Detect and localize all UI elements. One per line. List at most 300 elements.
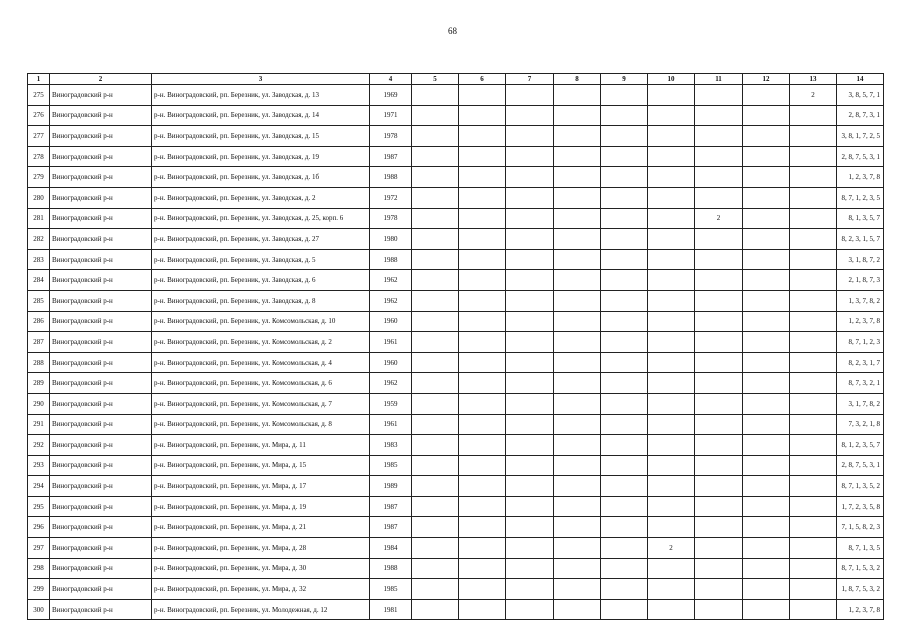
cell-col-7 bbox=[506, 229, 554, 250]
cell-col-6 bbox=[459, 435, 506, 456]
cell-district: Виноградовский р-н bbox=[50, 599, 152, 620]
cell-col-5 bbox=[412, 187, 459, 208]
cell-row-number: 275 bbox=[28, 85, 50, 106]
cell-address: р-н. Виноградовский, рп. Березник, ул. Заводская, д. 6 bbox=[152, 270, 370, 291]
cell-row-number: 284 bbox=[28, 270, 50, 291]
cell-col-7 bbox=[506, 579, 554, 600]
cell-col-7 bbox=[506, 105, 554, 126]
cell-col-13 bbox=[790, 311, 837, 332]
cell-col-13 bbox=[790, 290, 837, 311]
table-row bbox=[28, 146, 884, 167]
cell-year: 1980 bbox=[370, 229, 412, 250]
cell-address: р-н. Виноградовский, рп. Березник, ул. Заводская, д. 2 bbox=[152, 187, 370, 208]
cell-col-12 bbox=[743, 85, 790, 106]
cell-col-9 bbox=[601, 599, 648, 620]
cell-district: Виноградовский р-н bbox=[50, 558, 152, 579]
table-row bbox=[28, 311, 884, 332]
cell-year: 1972 bbox=[370, 187, 412, 208]
table-row bbox=[28, 270, 884, 291]
cell-col-9 bbox=[601, 496, 648, 517]
table-row bbox=[28, 85, 884, 106]
cell-col-7 bbox=[506, 476, 554, 497]
table-row bbox=[28, 599, 884, 620]
cell-year: 1978 bbox=[370, 208, 412, 229]
cell-col-9 bbox=[601, 229, 648, 250]
cell-col-6 bbox=[459, 352, 506, 373]
cell-address: р-н. Виноградовский, рп. Березник, ул. Заводская, д. 1б bbox=[152, 167, 370, 188]
table-body bbox=[28, 85, 884, 620]
cell-col-8 bbox=[554, 455, 601, 476]
cell-col-11 bbox=[695, 311, 743, 332]
cell-col-14: 3, 8, 5, 7, 1 bbox=[837, 85, 884, 106]
cell-col-10 bbox=[648, 229, 695, 250]
cell-col-7 bbox=[506, 332, 554, 353]
table-row bbox=[28, 187, 884, 208]
cell-col-14: 1, 7, 2, 3, 5, 8 bbox=[837, 496, 884, 517]
cell-col-12 bbox=[743, 146, 790, 167]
cell-col-13 bbox=[790, 558, 837, 579]
cell-col-5 bbox=[412, 126, 459, 147]
column-header-2: 2 bbox=[50, 74, 152, 85]
cell-address: р-н. Виноградовский, рп. Березник, ул. Мира, д. 21 bbox=[152, 517, 370, 538]
cell-col-8 bbox=[554, 332, 601, 353]
cell-col-6 bbox=[459, 414, 506, 435]
column-header-9: 9 bbox=[601, 74, 648, 85]
cell-col-13 bbox=[790, 476, 837, 497]
cell-col-14: 2, 8, 7, 3, 1 bbox=[837, 105, 884, 126]
cell-col-9 bbox=[601, 187, 648, 208]
table-row bbox=[28, 126, 884, 147]
cell-col-8 bbox=[554, 249, 601, 270]
cell-col-14: 3, 1, 7, 8, 2 bbox=[837, 393, 884, 414]
cell-col-5 bbox=[412, 290, 459, 311]
column-header-10: 10 bbox=[648, 74, 695, 85]
cell-col-11 bbox=[695, 435, 743, 456]
cell-col-9 bbox=[601, 517, 648, 538]
cell-col-7 bbox=[506, 496, 554, 517]
cell-col-14: 7, 1, 5, 8, 2, 3 bbox=[837, 517, 884, 538]
cell-col-8 bbox=[554, 105, 601, 126]
cell-col-6 bbox=[459, 126, 506, 147]
cell-col-7 bbox=[506, 85, 554, 106]
cell-col-7 bbox=[506, 270, 554, 291]
cell-col-8 bbox=[554, 476, 601, 497]
cell-col-10 bbox=[648, 352, 695, 373]
cell-col-13 bbox=[790, 352, 837, 373]
cell-col-12 bbox=[743, 496, 790, 517]
cell-col-10 bbox=[648, 208, 695, 229]
cell-col-6 bbox=[459, 476, 506, 497]
cell-col-11 bbox=[695, 249, 743, 270]
register-table bbox=[27, 73, 884, 620]
cell-year: 1961 bbox=[370, 332, 412, 353]
cell-address: р-н. Виноградовский, рп. Березник, ул. Комсомольская, д. 4 bbox=[152, 352, 370, 373]
column-header-13: 13 bbox=[790, 74, 837, 85]
cell-col-7 bbox=[506, 599, 554, 620]
cell-col-14: 8, 1, 3, 5, 7 bbox=[837, 208, 884, 229]
cell-col-6 bbox=[459, 311, 506, 332]
cell-col-7 bbox=[506, 517, 554, 538]
cell-address: р-н. Виноградовский, рп. Березник, ул. Заводская, д. 15 bbox=[152, 126, 370, 147]
cell-col-14: 1, 2, 3, 7, 8 bbox=[837, 599, 884, 620]
cell-col-5 bbox=[412, 496, 459, 517]
table-row bbox=[28, 229, 884, 250]
cell-col-6 bbox=[459, 249, 506, 270]
cell-col-6 bbox=[459, 517, 506, 538]
cell-row-number: 289 bbox=[28, 373, 50, 394]
cell-col-12 bbox=[743, 187, 790, 208]
cell-col-10 bbox=[648, 476, 695, 497]
cell-row-number: 288 bbox=[28, 352, 50, 373]
cell-col-8 bbox=[554, 311, 601, 332]
cell-year: 1985 bbox=[370, 455, 412, 476]
cell-row-number: 287 bbox=[28, 332, 50, 353]
cell-col-8 bbox=[554, 167, 601, 188]
table-header bbox=[28, 74, 884, 85]
column-header-12: 12 bbox=[743, 74, 790, 85]
cell-district: Виноградовский р-н bbox=[50, 476, 152, 497]
cell-col-6 bbox=[459, 496, 506, 517]
cell-col-9 bbox=[601, 352, 648, 373]
cell-col-5 bbox=[412, 146, 459, 167]
cell-district: Виноградовский р-н bbox=[50, 455, 152, 476]
cell-col-13 bbox=[790, 270, 837, 291]
cell-col-5 bbox=[412, 249, 459, 270]
cell-row-number: 297 bbox=[28, 538, 50, 559]
cell-col-14: 8, 7, 1, 3, 5 bbox=[837, 538, 884, 559]
table-row bbox=[28, 249, 884, 270]
cell-col-10 bbox=[648, 249, 695, 270]
table-row bbox=[28, 558, 884, 579]
cell-col-12 bbox=[743, 538, 790, 559]
cell-col-13 bbox=[790, 105, 837, 126]
cell-address: р-н. Виноградовский, рп. Березник, ул. Заводская, д. 8 bbox=[152, 290, 370, 311]
cell-row-number: 279 bbox=[28, 167, 50, 188]
cell-col-14: 2, 8, 7, 5, 3, 1 bbox=[837, 455, 884, 476]
cell-col-10 bbox=[648, 146, 695, 167]
cell-col-10 bbox=[648, 496, 695, 517]
cell-col-5 bbox=[412, 229, 459, 250]
table-row bbox=[28, 476, 884, 497]
cell-col-9 bbox=[601, 393, 648, 414]
column-header-8: 8 bbox=[554, 74, 601, 85]
cell-col-12 bbox=[743, 249, 790, 270]
cell-col-7 bbox=[506, 290, 554, 311]
cell-col-11 bbox=[695, 332, 743, 353]
cell-col-10 bbox=[648, 579, 695, 600]
cell-row-number: 294 bbox=[28, 476, 50, 497]
column-header-11: 11 bbox=[695, 74, 743, 85]
cell-col-7 bbox=[506, 249, 554, 270]
cell-col-13: 2 bbox=[790, 85, 837, 106]
cell-col-11 bbox=[695, 187, 743, 208]
cell-row-number: 282 bbox=[28, 229, 50, 250]
cell-col-14: 1, 2, 3, 7, 8 bbox=[837, 167, 884, 188]
cell-col-7 bbox=[506, 352, 554, 373]
cell-col-5 bbox=[412, 105, 459, 126]
cell-col-9 bbox=[601, 85, 648, 106]
cell-col-7 bbox=[506, 455, 554, 476]
cell-year: 1961 bbox=[370, 414, 412, 435]
cell-col-11 bbox=[695, 229, 743, 250]
cell-row-number: 277 bbox=[28, 126, 50, 147]
cell-col-12 bbox=[743, 517, 790, 538]
cell-col-10 bbox=[648, 126, 695, 147]
cell-col-8 bbox=[554, 558, 601, 579]
table-row bbox=[28, 290, 884, 311]
cell-col-8 bbox=[554, 270, 601, 291]
cell-district: Виноградовский р-н bbox=[50, 517, 152, 538]
cell-col-12 bbox=[743, 599, 790, 620]
cell-district: Виноградовский р-н bbox=[50, 270, 152, 291]
cell-year: 1962 bbox=[370, 373, 412, 394]
cell-year: 1987 bbox=[370, 146, 412, 167]
column-header-3: 3 bbox=[152, 74, 370, 85]
cell-row-number: 295 bbox=[28, 496, 50, 517]
cell-col-10 bbox=[648, 290, 695, 311]
table-row bbox=[28, 105, 884, 126]
cell-row-number: 293 bbox=[28, 455, 50, 476]
cell-address: р-н. Виноградовский, рп. Березник, ул. Заводская, д. 5 bbox=[152, 249, 370, 270]
cell-col-12 bbox=[743, 270, 790, 291]
cell-address: р-н. Виноградовский, рп. Березник, ул. Заводская, д. 25, корп. 6 bbox=[152, 208, 370, 229]
cell-col-11 bbox=[695, 373, 743, 394]
cell-address: р-н. Виноградовский, рп. Березник, ул. Комсомольская, д. 10 bbox=[152, 311, 370, 332]
cell-col-9 bbox=[601, 311, 648, 332]
cell-col-7 bbox=[506, 373, 554, 394]
cell-col-13 bbox=[790, 579, 837, 600]
cell-col-13 bbox=[790, 187, 837, 208]
cell-col-11 bbox=[695, 496, 743, 517]
cell-district: Виноградовский р-н bbox=[50, 435, 152, 456]
cell-district: Виноградовский р-н bbox=[50, 290, 152, 311]
cell-col-7 bbox=[506, 414, 554, 435]
cell-col-14: 3, 1, 8, 7, 2 bbox=[837, 249, 884, 270]
cell-col-10: 2 bbox=[648, 538, 695, 559]
cell-col-12 bbox=[743, 290, 790, 311]
cell-year: 1987 bbox=[370, 496, 412, 517]
cell-col-10 bbox=[648, 558, 695, 579]
cell-col-6 bbox=[459, 393, 506, 414]
column-header-14: 14 bbox=[837, 74, 884, 85]
cell-district: Виноградовский р-н bbox=[50, 187, 152, 208]
cell-address: р-н. Виноградовский, рп. Березник, ул. Комсомольская, д. 2 bbox=[152, 332, 370, 353]
cell-col-5 bbox=[412, 476, 459, 497]
cell-address: р-н. Виноградовский, рп. Березник, ул. Комсомольская, д. 6 bbox=[152, 373, 370, 394]
cell-year: 1988 bbox=[370, 167, 412, 188]
cell-col-8 bbox=[554, 373, 601, 394]
cell-district: Виноградовский р-н bbox=[50, 579, 152, 600]
cell-col-10 bbox=[648, 455, 695, 476]
cell-col-12 bbox=[743, 311, 790, 332]
cell-col-14: 1, 2, 3, 7, 8 bbox=[837, 311, 884, 332]
cell-col-8 bbox=[554, 414, 601, 435]
cell-col-8 bbox=[554, 85, 601, 106]
cell-col-8 bbox=[554, 517, 601, 538]
cell-col-9 bbox=[601, 558, 648, 579]
cell-col-5 bbox=[412, 455, 459, 476]
cell-address: р-н. Виноградовский, рп. Березник, ул. Мира, д. 30 bbox=[152, 558, 370, 579]
cell-col-14: 3, 8, 1, 7, 2, 5 bbox=[837, 126, 884, 147]
cell-col-12 bbox=[743, 105, 790, 126]
cell-address: р-н. Виноградовский, рп. Березник, ул. Мира, д. 17 bbox=[152, 476, 370, 497]
cell-col-11 bbox=[695, 290, 743, 311]
cell-col-9 bbox=[601, 538, 648, 559]
cell-year: 1984 bbox=[370, 538, 412, 559]
cell-col-11 bbox=[695, 455, 743, 476]
cell-col-5 bbox=[412, 373, 459, 394]
cell-col-5 bbox=[412, 558, 459, 579]
cell-district: Виноградовский р-н bbox=[50, 373, 152, 394]
cell-col-10 bbox=[648, 105, 695, 126]
cell-col-10 bbox=[648, 85, 695, 106]
cell-col-10 bbox=[648, 332, 695, 353]
cell-year: 1988 bbox=[370, 249, 412, 270]
column-header-7: 7 bbox=[506, 74, 554, 85]
cell-col-9 bbox=[601, 167, 648, 188]
cell-col-9 bbox=[601, 476, 648, 497]
cell-district: Виноградовский р-н bbox=[50, 105, 152, 126]
cell-col-11 bbox=[695, 476, 743, 497]
cell-year: 1983 bbox=[370, 435, 412, 456]
cell-row-number: 286 bbox=[28, 311, 50, 332]
cell-col-14: 8, 7, 1, 2, 3 bbox=[837, 332, 884, 353]
cell-col-6 bbox=[459, 187, 506, 208]
cell-col-9 bbox=[601, 208, 648, 229]
cell-col-6 bbox=[459, 270, 506, 291]
column-header-1: 1 bbox=[28, 74, 50, 85]
cell-row-number: 285 bbox=[28, 290, 50, 311]
cell-col-7 bbox=[506, 167, 554, 188]
cell-col-12 bbox=[743, 414, 790, 435]
cell-year: 1962 bbox=[370, 290, 412, 311]
cell-col-14: 8, 2, 3, 1, 5, 7 bbox=[837, 229, 884, 250]
cell-col-13 bbox=[790, 414, 837, 435]
cell-col-8 bbox=[554, 126, 601, 147]
cell-year: 1969 bbox=[370, 85, 412, 106]
cell-col-13 bbox=[790, 496, 837, 517]
cell-col-9 bbox=[601, 270, 648, 291]
table-row bbox=[28, 414, 884, 435]
cell-col-9 bbox=[601, 146, 648, 167]
cell-year: 1981 bbox=[370, 599, 412, 620]
cell-year: 1962 bbox=[370, 270, 412, 291]
cell-col-13 bbox=[790, 517, 837, 538]
cell-col-14: 8, 1, 2, 3, 5, 7 bbox=[837, 435, 884, 456]
cell-col-6 bbox=[459, 167, 506, 188]
cell-col-12 bbox=[743, 167, 790, 188]
cell-address: р-н. Виноградовский, рп. Березник, ул. Молодежная, д. 12 bbox=[152, 599, 370, 620]
cell-col-9 bbox=[601, 332, 648, 353]
cell-col-11 bbox=[695, 352, 743, 373]
table-row bbox=[28, 167, 884, 188]
cell-row-number: 292 bbox=[28, 435, 50, 456]
cell-col-5 bbox=[412, 270, 459, 291]
cell-col-9 bbox=[601, 105, 648, 126]
cell-col-12 bbox=[743, 332, 790, 353]
cell-col-5 bbox=[412, 538, 459, 559]
column-header-4: 4 bbox=[370, 74, 412, 85]
cell-col-11 bbox=[695, 558, 743, 579]
cell-district: Виноградовский р-н bbox=[50, 496, 152, 517]
cell-col-9 bbox=[601, 579, 648, 600]
cell-col-13 bbox=[790, 393, 837, 414]
cell-col-5 bbox=[412, 579, 459, 600]
cell-col-12 bbox=[743, 579, 790, 600]
cell-col-6 bbox=[459, 146, 506, 167]
cell-district: Виноградовский р-н bbox=[50, 85, 152, 106]
cell-col-14: 2, 1, 8, 7, 3 bbox=[837, 270, 884, 291]
cell-col-12 bbox=[743, 558, 790, 579]
cell-district: Виноградовский р-н bbox=[50, 146, 152, 167]
table-row bbox=[28, 373, 884, 394]
page-number: 68 bbox=[448, 26, 457, 36]
cell-col-6 bbox=[459, 85, 506, 106]
cell-col-11 bbox=[695, 393, 743, 414]
cell-col-8 bbox=[554, 579, 601, 600]
table-row bbox=[28, 538, 884, 559]
cell-col-6 bbox=[459, 290, 506, 311]
cell-address: р-н. Виноградовский, рп. Березник, ул. Заводская, д. 13 bbox=[152, 85, 370, 106]
cell-col-14: 8, 7, 1, 2, 3, 5 bbox=[837, 187, 884, 208]
cell-col-10 bbox=[648, 414, 695, 435]
cell-col-13 bbox=[790, 249, 837, 270]
cell-col-10 bbox=[648, 435, 695, 456]
cell-col-6 bbox=[459, 538, 506, 559]
cell-row-number: 296 bbox=[28, 517, 50, 538]
cell-col-6 bbox=[459, 558, 506, 579]
cell-col-5 bbox=[412, 311, 459, 332]
cell-address: р-н. Виноградовский, рп. Березник, ул. Мира, д. 28 bbox=[152, 538, 370, 559]
cell-col-11 bbox=[695, 517, 743, 538]
cell-col-13 bbox=[790, 167, 837, 188]
cell-row-number: 283 bbox=[28, 249, 50, 270]
cell-district: Виноградовский р-н bbox=[50, 208, 152, 229]
cell-col-12 bbox=[743, 352, 790, 373]
cell-col-11 bbox=[695, 538, 743, 559]
cell-col-6 bbox=[459, 208, 506, 229]
cell-year: 1960 bbox=[370, 311, 412, 332]
cell-col-7 bbox=[506, 126, 554, 147]
cell-col-11 bbox=[695, 414, 743, 435]
cell-col-7 bbox=[506, 393, 554, 414]
cell-col-5 bbox=[412, 85, 459, 106]
column-header-5: 5 bbox=[412, 74, 459, 85]
cell-col-13 bbox=[790, 373, 837, 394]
table-row bbox=[28, 517, 884, 538]
cell-col-5 bbox=[412, 414, 459, 435]
cell-col-14: 8, 7, 3, 2, 1 bbox=[837, 373, 884, 394]
table-row bbox=[28, 393, 884, 414]
cell-district: Виноградовский р-н bbox=[50, 393, 152, 414]
cell-district: Виноградовский р-н bbox=[50, 249, 152, 270]
cell-year: 1960 bbox=[370, 352, 412, 373]
cell-row-number: 281 bbox=[28, 208, 50, 229]
cell-col-10 bbox=[648, 311, 695, 332]
cell-col-7 bbox=[506, 208, 554, 229]
cell-year: 1959 bbox=[370, 393, 412, 414]
cell-col-5 bbox=[412, 332, 459, 353]
cell-col-8 bbox=[554, 435, 601, 456]
table-row bbox=[28, 332, 884, 353]
cell-col-8 bbox=[554, 187, 601, 208]
cell-col-13 bbox=[790, 146, 837, 167]
cell-col-9 bbox=[601, 249, 648, 270]
cell-col-5 bbox=[412, 167, 459, 188]
cell-col-8 bbox=[554, 229, 601, 250]
cell-col-6 bbox=[459, 373, 506, 394]
cell-col-11 bbox=[695, 167, 743, 188]
